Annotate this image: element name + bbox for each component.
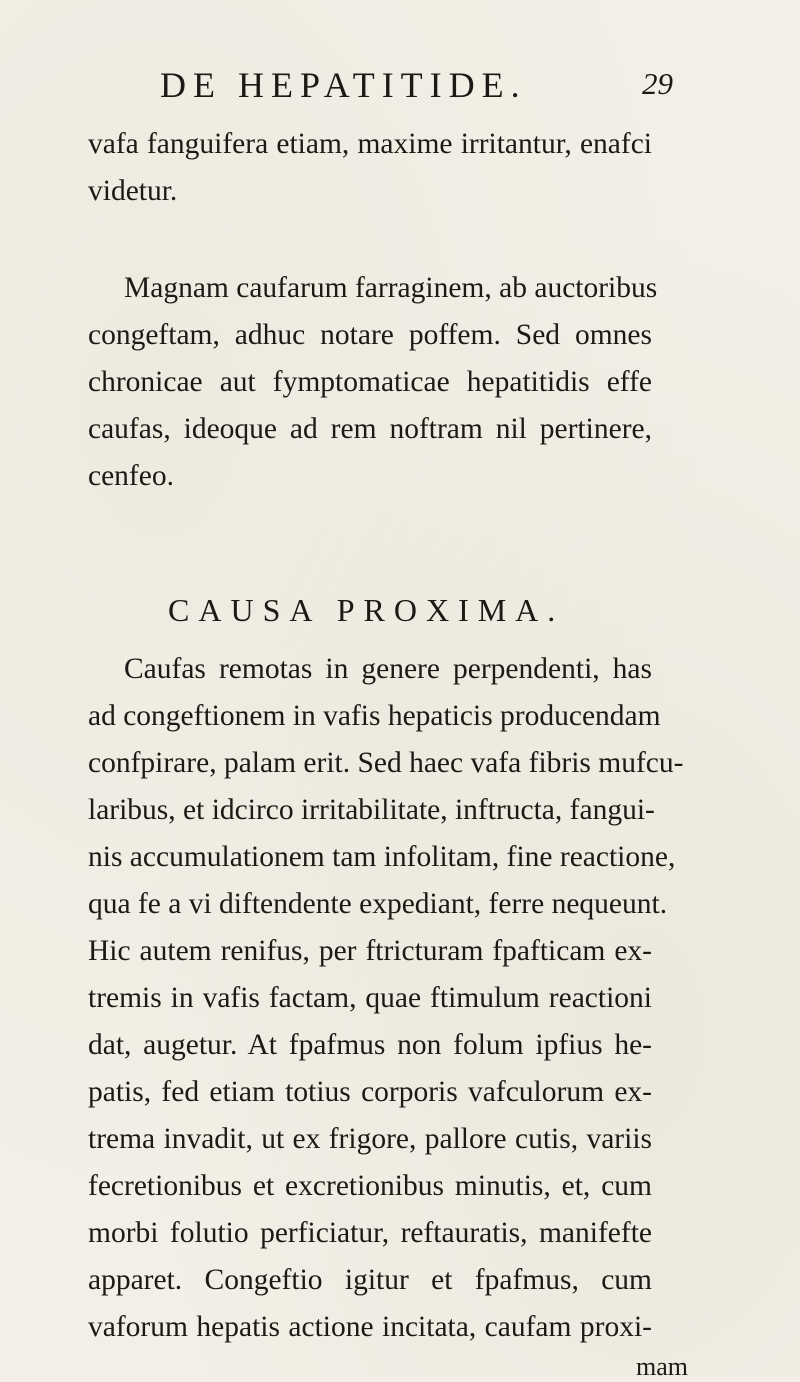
text-line: caufas, ideoque ad rem noftram nil pertinere, [88, 413, 652, 445]
text-line: Hic autem renifus, per ftricturam fpafticam ex- [88, 935, 652, 967]
text-line: ad congeftionem in vafis hepaticis producendam [88, 700, 661, 732]
text-line: fecretionibus et excretionibus minutis, et, cum [88, 1170, 652, 1202]
text-line: videtur. [88, 175, 178, 207]
text-line: patis, fed etiam totius corporis vafculorum ex- [88, 1076, 652, 1108]
text-line: qua fe a vi diftendente expediant, ferre nequeunt. [88, 888, 668, 920]
text-line: confpirare, palam erit. Sed haec vafa fibris mufcu- [88, 747, 684, 779]
text-line: laribus, et idcirco irritabilitate, inftructa, fangui- [88, 794, 655, 826]
text-line: chronicae aut fymptomaticae hepatitidis effe [88, 366, 652, 398]
text-line: tremis in vafis factam, quae ftimulum reactioni [88, 982, 652, 1014]
catchword: mam [636, 1352, 688, 1381]
text-line: nis accumulationem tam infolitam, fine reactione, [88, 841, 676, 873]
text-line: dat, augetur. At fpafmus non folum ipfius he- [88, 1029, 652, 1061]
text-line: trema invadit, ut ex frigore, pallore cutis, variis [88, 1123, 652, 1155]
page-number: 29 [642, 66, 673, 101]
section-heading: CAUSA PROXIMA. [168, 592, 565, 628]
text-line: congeftam, adhuc notare poffem. Sed omnes [88, 319, 652, 351]
text-line: vafa fanguifera etiam, maxime irritantur, enafci [88, 128, 652, 160]
text-line: morbi folutio perficiatur, reftauratis, manifefte [88, 1217, 652, 1249]
text-line: apparet. Congeftio igitur et fpafmus, cum [88, 1264, 652, 1296]
text-line: vaforum hepatis actione incitata, caufam proxi- [88, 1311, 652, 1343]
running-title: DE HEPATITIDE. [160, 65, 527, 105]
text-line: Caufas remotas in genere perpendenti, has [124, 653, 652, 685]
text-line: cenfeo. [88, 460, 174, 492]
text-line: Magnam caufarum farraginem, ab auctoribus [124, 272, 658, 304]
